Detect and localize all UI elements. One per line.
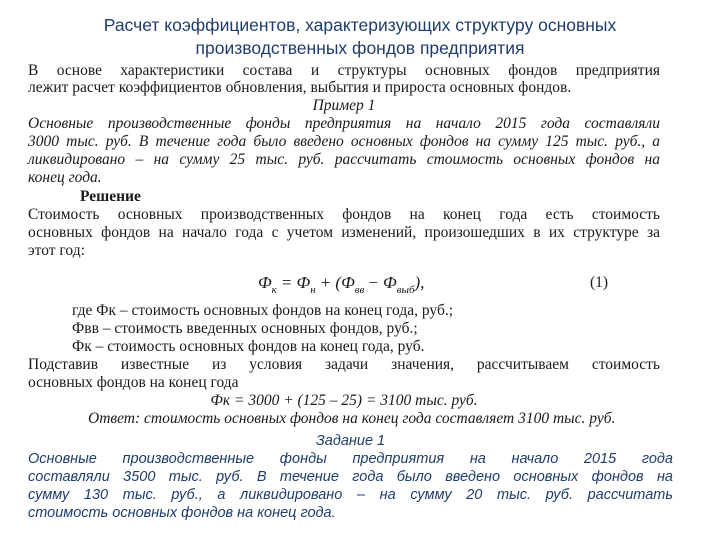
formula-1 xyxy=(28,270,660,298)
task-line-3: сумму 130 тыс. руб., а ликвидировано – на сумму 20 тыс. руб. рассчитать xyxy=(28,487,673,503)
formula-close: ), xyxy=(414,273,425,292)
solution-line-1: Стоимость основных производственных фондов на конец года есть стоимость xyxy=(28,206,660,223)
formula-t3-sub: выб xyxy=(396,284,415,296)
formula-number: (1) xyxy=(590,274,609,291)
formula-eq: = Ф xyxy=(280,273,311,292)
answer-line: Ответ: стоимость основных фондов на конец года составляет 3100 тыс. руб. xyxy=(88,410,616,427)
example-line-1: Основные производственные фонды предприятия на начало 2015 года составляли xyxy=(28,115,660,132)
svg-text:Фк= Фн+ (Фвв− Фвыб), xyxy=(258,273,424,296)
formula-lhs-sub: к xyxy=(271,284,277,296)
slide-title-line-2: производственных фондов предприятия xyxy=(195,38,525,58)
intro-line-2: лежит расчет коэффициентов обновления, выбытия и прироста основных фондов. xyxy=(28,79,572,96)
task-line-4: стоимость основных фондов на конец года. xyxy=(28,505,336,521)
slide-title xyxy=(60,14,660,60)
example-line-3: ликвидировано – на сумму 25 тыс. руб. рассчитать стоимость основных фондов на xyxy=(28,151,660,168)
substitution-line-2: основных фондов на конец года xyxy=(28,374,239,391)
formula-lhs: Ф xyxy=(258,273,272,292)
calculation-line: Фк = 3000 + (125 – 25) = 3100 тыс. руб. xyxy=(210,392,478,409)
intro-line-1: В основе характеристики состава и структуры основных фондов предприятия xyxy=(28,62,660,79)
task-line-2: составляли 3500 тыс. руб. В течение года было введено основных фондов на xyxy=(28,469,673,485)
formula-expression xyxy=(258,270,458,298)
definition-line-1: где Фк – стоимость основных фондов на конец года, руб.; xyxy=(72,302,454,319)
formula-t1-sub: н xyxy=(310,284,316,296)
formula-t2-sub: вв xyxy=(354,284,365,296)
definition-line-3: Фк – стоимость основных фондов на конец года, руб. xyxy=(72,338,425,355)
example-heading: Пример 1 xyxy=(312,97,376,114)
solution-line-2: основных фондов на начало года с учетом изменений, произошедших в их структуре за xyxy=(28,224,660,241)
example-line-2: 3000 тыс. руб. В течение года было введено основных фондов на сумму 125 тыс. руб., а xyxy=(28,133,660,150)
formula-plus: + (Ф xyxy=(319,273,355,292)
solution-heading: Решение xyxy=(80,188,141,205)
task-line-1: Основные производственные фонды предприятия на начало 2015 года xyxy=(28,451,673,467)
example-line-4: конец года. xyxy=(28,169,102,186)
definition-line-2: Фвв – стоимость введенных основных фондов, руб.; xyxy=(72,320,418,337)
solution-line-3: этот год: xyxy=(28,242,85,259)
slide-title-line-1: Расчет коэффициентов, характеризующих структуру основных xyxy=(103,15,617,35)
task-heading: Задание 1 xyxy=(315,433,386,449)
formula-minus: − Ф xyxy=(367,273,397,292)
substitution-line-1: Подставив известные из условия задачи значения, рассчитываем стоимость xyxy=(28,356,660,373)
